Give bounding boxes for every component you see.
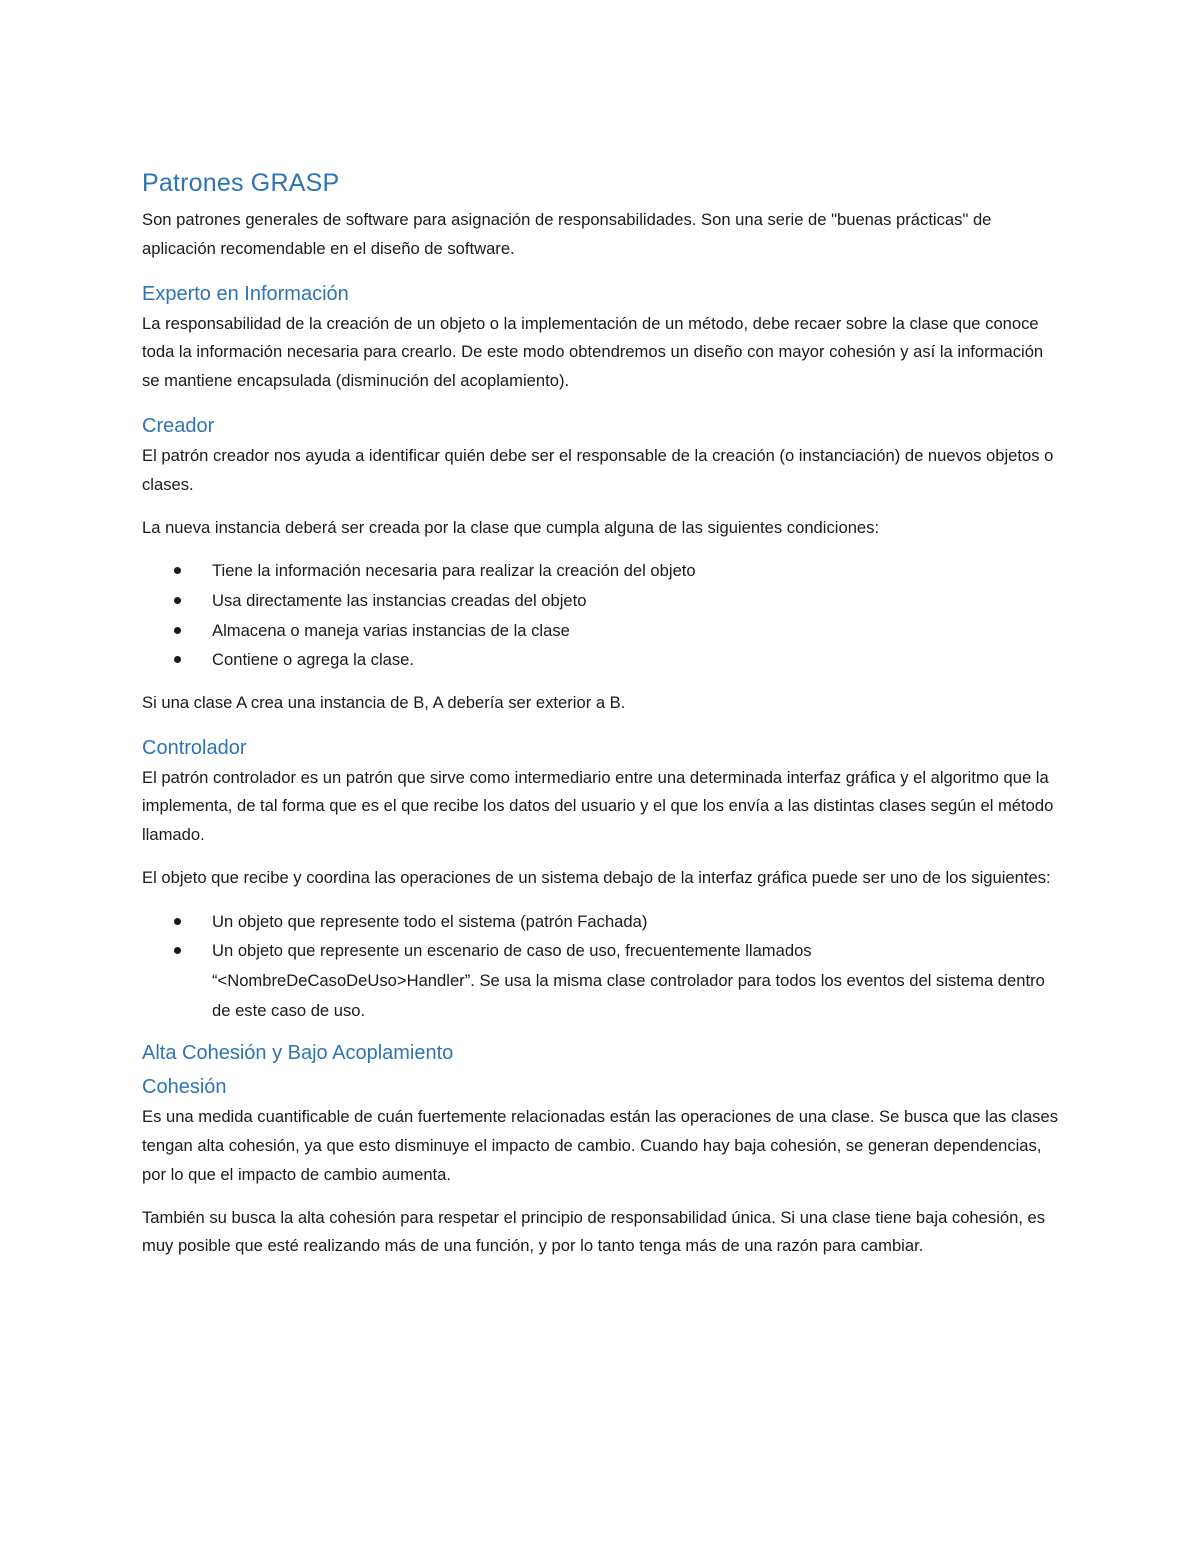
list-item-text: Un objeto que represente un escenario de caso de uso, frecuentemente llamados “<NombreDeCasoDeUso>Handler”. Se usa la misma clase controlador para todos los eventos del sistema dentro de este caso de uso.: [212, 941, 1045, 1020]
intro-paragraph: Son patrones generales de software para asignación de responsabilidades. Son una serie de "buenas prácticas" de aplicación recomendable en el diseño de software.: [142, 210, 992, 258]
creador-paragraph-1: El patrón creador nos ayuda a identificar quién debe ser el responsable de la creación (o instanciación) de nuevos objetos o clases.: [142, 445, 1054, 494]
list-item-text: Almacena o maneja varias instancias de la clase: [212, 620, 570, 640]
heading-creador: Creador: [142, 414, 215, 437]
heading-controlador: Controlador: [142, 736, 247, 759]
cohesion-paragraph-2: También su busca la alta cohesión para respetar el principio de responsabilidad única. Si una clase tiene baja cohesión, es muy posible que esté realizando más de una función, y por lo tanto tenga más de una razón para cambiar.: [142, 1207, 1046, 1256]
experto-paragraph: La responsabilidad de la creación de un objeto o la implementación de un método, debe recaer sobre la clase que conoce toda la información necesaria para crearlo. De este modo obtendremos un diseño con mayor cohesión y así la información se mantiene encapsulada (disminución del acoplamiento).: [142, 313, 1044, 391]
list-item: [142, 556, 1062, 586]
bullet-icon: [174, 947, 181, 954]
list-item: [142, 616, 1062, 646]
list-item-text: Tiene la información necesaria para realizar la creación del objeto: [212, 561, 696, 581]
list-item: [142, 586, 1062, 616]
list-item: [142, 907, 1062, 937]
document-title: Patrones GRASP: [142, 169, 340, 197]
bullet-icon: [174, 567, 181, 574]
controlador-list: [142, 907, 1062, 1025]
controlador-paragraph-1: El patrón controlador es un patrón que sirve como intermediario entre una determinada interfaz gráfica y el algoritmo que la implementa, de tal forma que es el que recibe los datos del usuario y el que los envía a las distintas clases según el método llamado.: [142, 767, 1054, 845]
controlador-paragraph-2: El objeto que recibe y coordina las operaciones de un sistema debajo de la interfaz gráfica puede ser uno de los siguientes:: [142, 867, 1051, 887]
creador-paragraph-3: Si una clase A crea una instancia de B, A debería ser exterior a B.: [142, 692, 626, 712]
cohesion-paragraph-1: Es una medida cuantificable de cuán fuertemente relacionadas están las operaciones de una clase. Se busca que las clases tengan alta cohesión, ya que esto disminuye el impacto de cambio. Cuando hay baja cohesión, se generan dependencias, por lo que el impacto de cambio aumenta.: [142, 1107, 1059, 1184]
creador-list: [142, 556, 1062, 674]
bullet-icon: [174, 918, 181, 925]
creador-paragraph-2: La nueva instancia deberá ser creada por la clase que cumpla alguna de las siguientes condiciones:: [142, 517, 880, 537]
document-page: [142, 166, 1062, 1275]
list-item-text: Usa directamente las instancias creadas del objeto: [212, 590, 587, 610]
list-item: [142, 936, 1062, 1025]
bullet-icon: [174, 656, 181, 663]
heading-experto: Experto en Información: [142, 282, 349, 305]
heading-alta-cohesion: Alta Cohesión y Bajo Acoplamiento: [142, 1042, 454, 1065]
list-item: [142, 645, 1062, 675]
subheading-cohesion: Cohesión: [142, 1076, 227, 1099]
list-item-text: Contiene o agrega la clase.: [212, 650, 415, 670]
bullet-icon: [174, 597, 181, 604]
list-item-text: Un objeto que represente todo el sistema (patrón Fachada): [212, 911, 648, 931]
bullet-icon: [174, 627, 181, 634]
